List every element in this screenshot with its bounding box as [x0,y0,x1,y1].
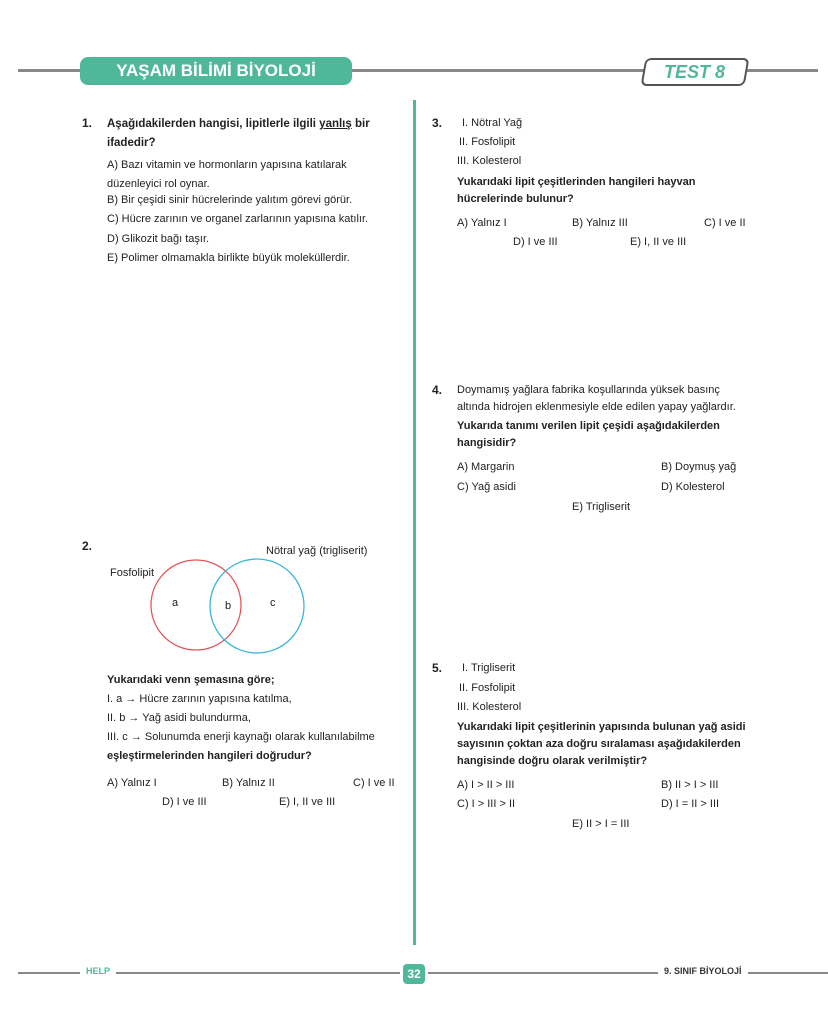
option-c[interactable]: C) I > III > II [457,798,516,810]
question-number: 1. [82,116,93,130]
question-intro: Yukarıdaki venn şemasına göre; [107,674,275,686]
book-title: YAŞAM BİLİMİ BİYOLOJİ [80,57,352,85]
venn-label-left: Fosfolipit [110,567,155,579]
option-a[interactable]: A) Yalnız I [457,217,507,229]
option-c[interactable]: C) I ve II [353,777,395,789]
option-e[interactable]: E) II > I = III [572,818,630,830]
footer-rule [116,972,400,974]
footer-rule [428,972,658,974]
option-e[interactable]: E) I, II ve III [279,796,336,808]
option-b[interactable]: B) Bir çeşidi sinir hücrelerinde yalıtım görevi görür. [107,194,353,206]
option-b[interactable]: B) Doymuş yağ [661,461,737,473]
option-a[interactable]: A) Yalnız I [107,777,157,789]
footer-brand: HELP [86,966,111,976]
footer-rule [18,972,80,974]
question-stem: eşleştirmelerinden hangileri doğrudur? [107,750,312,762]
statement-3: III. c → Solunumda enerji kaynağı olarak kullanılabilme [107,731,375,743]
question-number: 3. [432,116,443,130]
venn-region-a: a [172,597,179,609]
option-a[interactable]: A) I > II > III [457,779,515,791]
venn-label-right: Nötral yağ (trigliserit) [266,545,368,557]
question-number: 4. [432,383,443,397]
option-d[interactable]: D) Kolesterol [661,481,725,493]
statement-3: III. Kolesterol [457,155,522,167]
question-text: Doymamış yağlara fabrika koşullarında yüksek basınç altında hidrojen eklenmesiyle elde edilen yapay yağlardır. [457,384,736,413]
option-e[interactable]: E) Trigliserit [572,501,631,513]
question-number: 5. [432,661,443,675]
footer-rule [748,972,828,974]
option-d[interactable]: D) Glikozit bağı taşır. [107,233,210,245]
option-a[interactable]: A) Margarin [457,461,515,473]
option-b[interactable]: B) Yalnız II [222,777,275,789]
option-b[interactable]: B) II > I > III [661,779,719,791]
option-a[interactable]: A) Bazı vitamin ve hormonların yapısına katılarak düzenleyici rol oynar. [107,159,347,190]
option-e[interactable]: E) I, II ve III [630,236,687,248]
statement-2: II. Fosfolipit [459,136,516,148]
option-b[interactable]: B) Yalnız III [572,217,628,229]
statement-1: I. Nötral Yağ [462,117,523,129]
question-number: 2. [82,539,93,553]
option-d[interactable]: D) I ve III [513,236,558,248]
question-stem: Aşağıdakilerden hangisi, lipitlerle ilgili yanlış bir ifadedir? [107,118,370,149]
option-d[interactable]: D) I = II > III [661,798,720,810]
statement-3: III. Kolesterol [457,701,522,713]
statement-1: I. Trigliserit [462,662,516,674]
column-divider [413,100,416,945]
option-e[interactable]: E) Polimer olmamakla birlikte büyük moleküllerdir. [107,252,350,264]
footer-subject: 9. SINIF BİYOLOJİ [664,966,742,976]
question-stem: Yukarıdaki lipit çeşitlerinin yapısında bulunan yağ asidi sayısının çoktan aza doğru sıralaması aşağıdakilerden hangisinde doğru olarak verilmiştir? [457,721,746,767]
page-number: 32 [403,964,425,984]
question-stem: Yukarıdaki lipit çeşitlerinden hangileri hayvan hücrelerinde bulunur? [457,176,696,205]
statement-2: II. b → Yağ asidi bulundurma, [107,712,251,724]
statement-2: II. Fosfolipit [459,682,516,694]
option-c[interactable]: C) I ve II [704,217,746,229]
option-c[interactable]: C) Yağ asidi [457,481,516,493]
venn-region-b: b [225,600,232,612]
question-stem: Yukarıda tanımı verilen lipit çeşidi aşağıdakilerden hangisidir? [457,420,720,449]
venn-region-c: c [270,597,276,609]
test-label: TEST 8 [664,62,726,82]
option-d[interactable]: D) I ve III [162,796,207,808]
option-c[interactable]: C) Hücre zarının ve organel zarlarının yapısına katılır. [107,213,369,225]
test-badge [641,58,750,86]
statement-1: I. a → Hücre zarının yapısına katılma, [107,693,292,705]
